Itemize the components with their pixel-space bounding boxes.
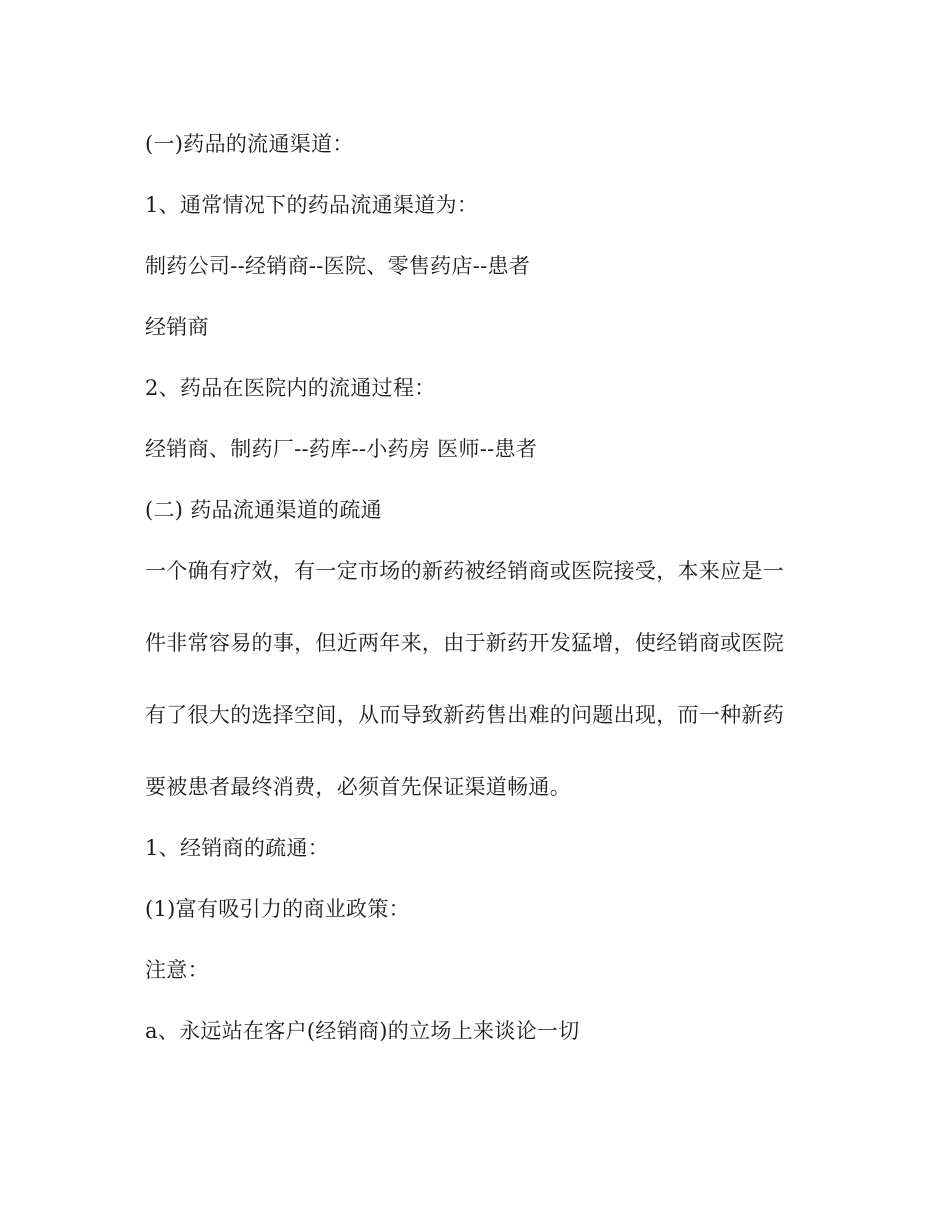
section-heading-unblocking: (二) 药品流通渠道的疏通 — [145, 498, 382, 522]
section-heading-channels: (一)药品的流通渠道： — [145, 132, 354, 156]
distributor-line: 经销商 — [145, 315, 209, 339]
paragraph-line-4: 要被患者最终消费，必须首先保证渠道畅通。 — [145, 775, 571, 799]
hospital-flow-line: 经销商、制药厂--药库--小药房 医师--患者 — [145, 437, 538, 461]
subheading-normal-channel: 1、通常情况下的药品流通渠道为： — [145, 193, 479, 217]
paragraph-line-2: 件非常容易的事，但近两年来，由于新药开发猛增，使经销商或医院 — [145, 631, 784, 655]
paragraph-line-1: 一个确有疗效，有一定市场的新药被经销商或医院接受，本来应是一 — [145, 559, 784, 583]
channel-flow-line: 制药公司--经销商--医院、零售药店--患者 — [145, 254, 531, 278]
note-label: 注意： — [145, 958, 209, 982]
item-commercial-policy: (1)富有吸引力的商业政策： — [145, 897, 410, 921]
paragraph-line-3: 有了很大的选择空间，从而导致新药售出难的问题出现，而一种新药 — [145, 703, 784, 727]
subheading-hospital-flow: 2、药品在医院内的流通过程： — [145, 376, 436, 400]
note-item-a: a、永远站在客户(经销商)的立场上来谈论一切 — [145, 1019, 580, 1043]
subheading-distributor-unblocking: 1、经销商的疏通： — [145, 836, 330, 860]
